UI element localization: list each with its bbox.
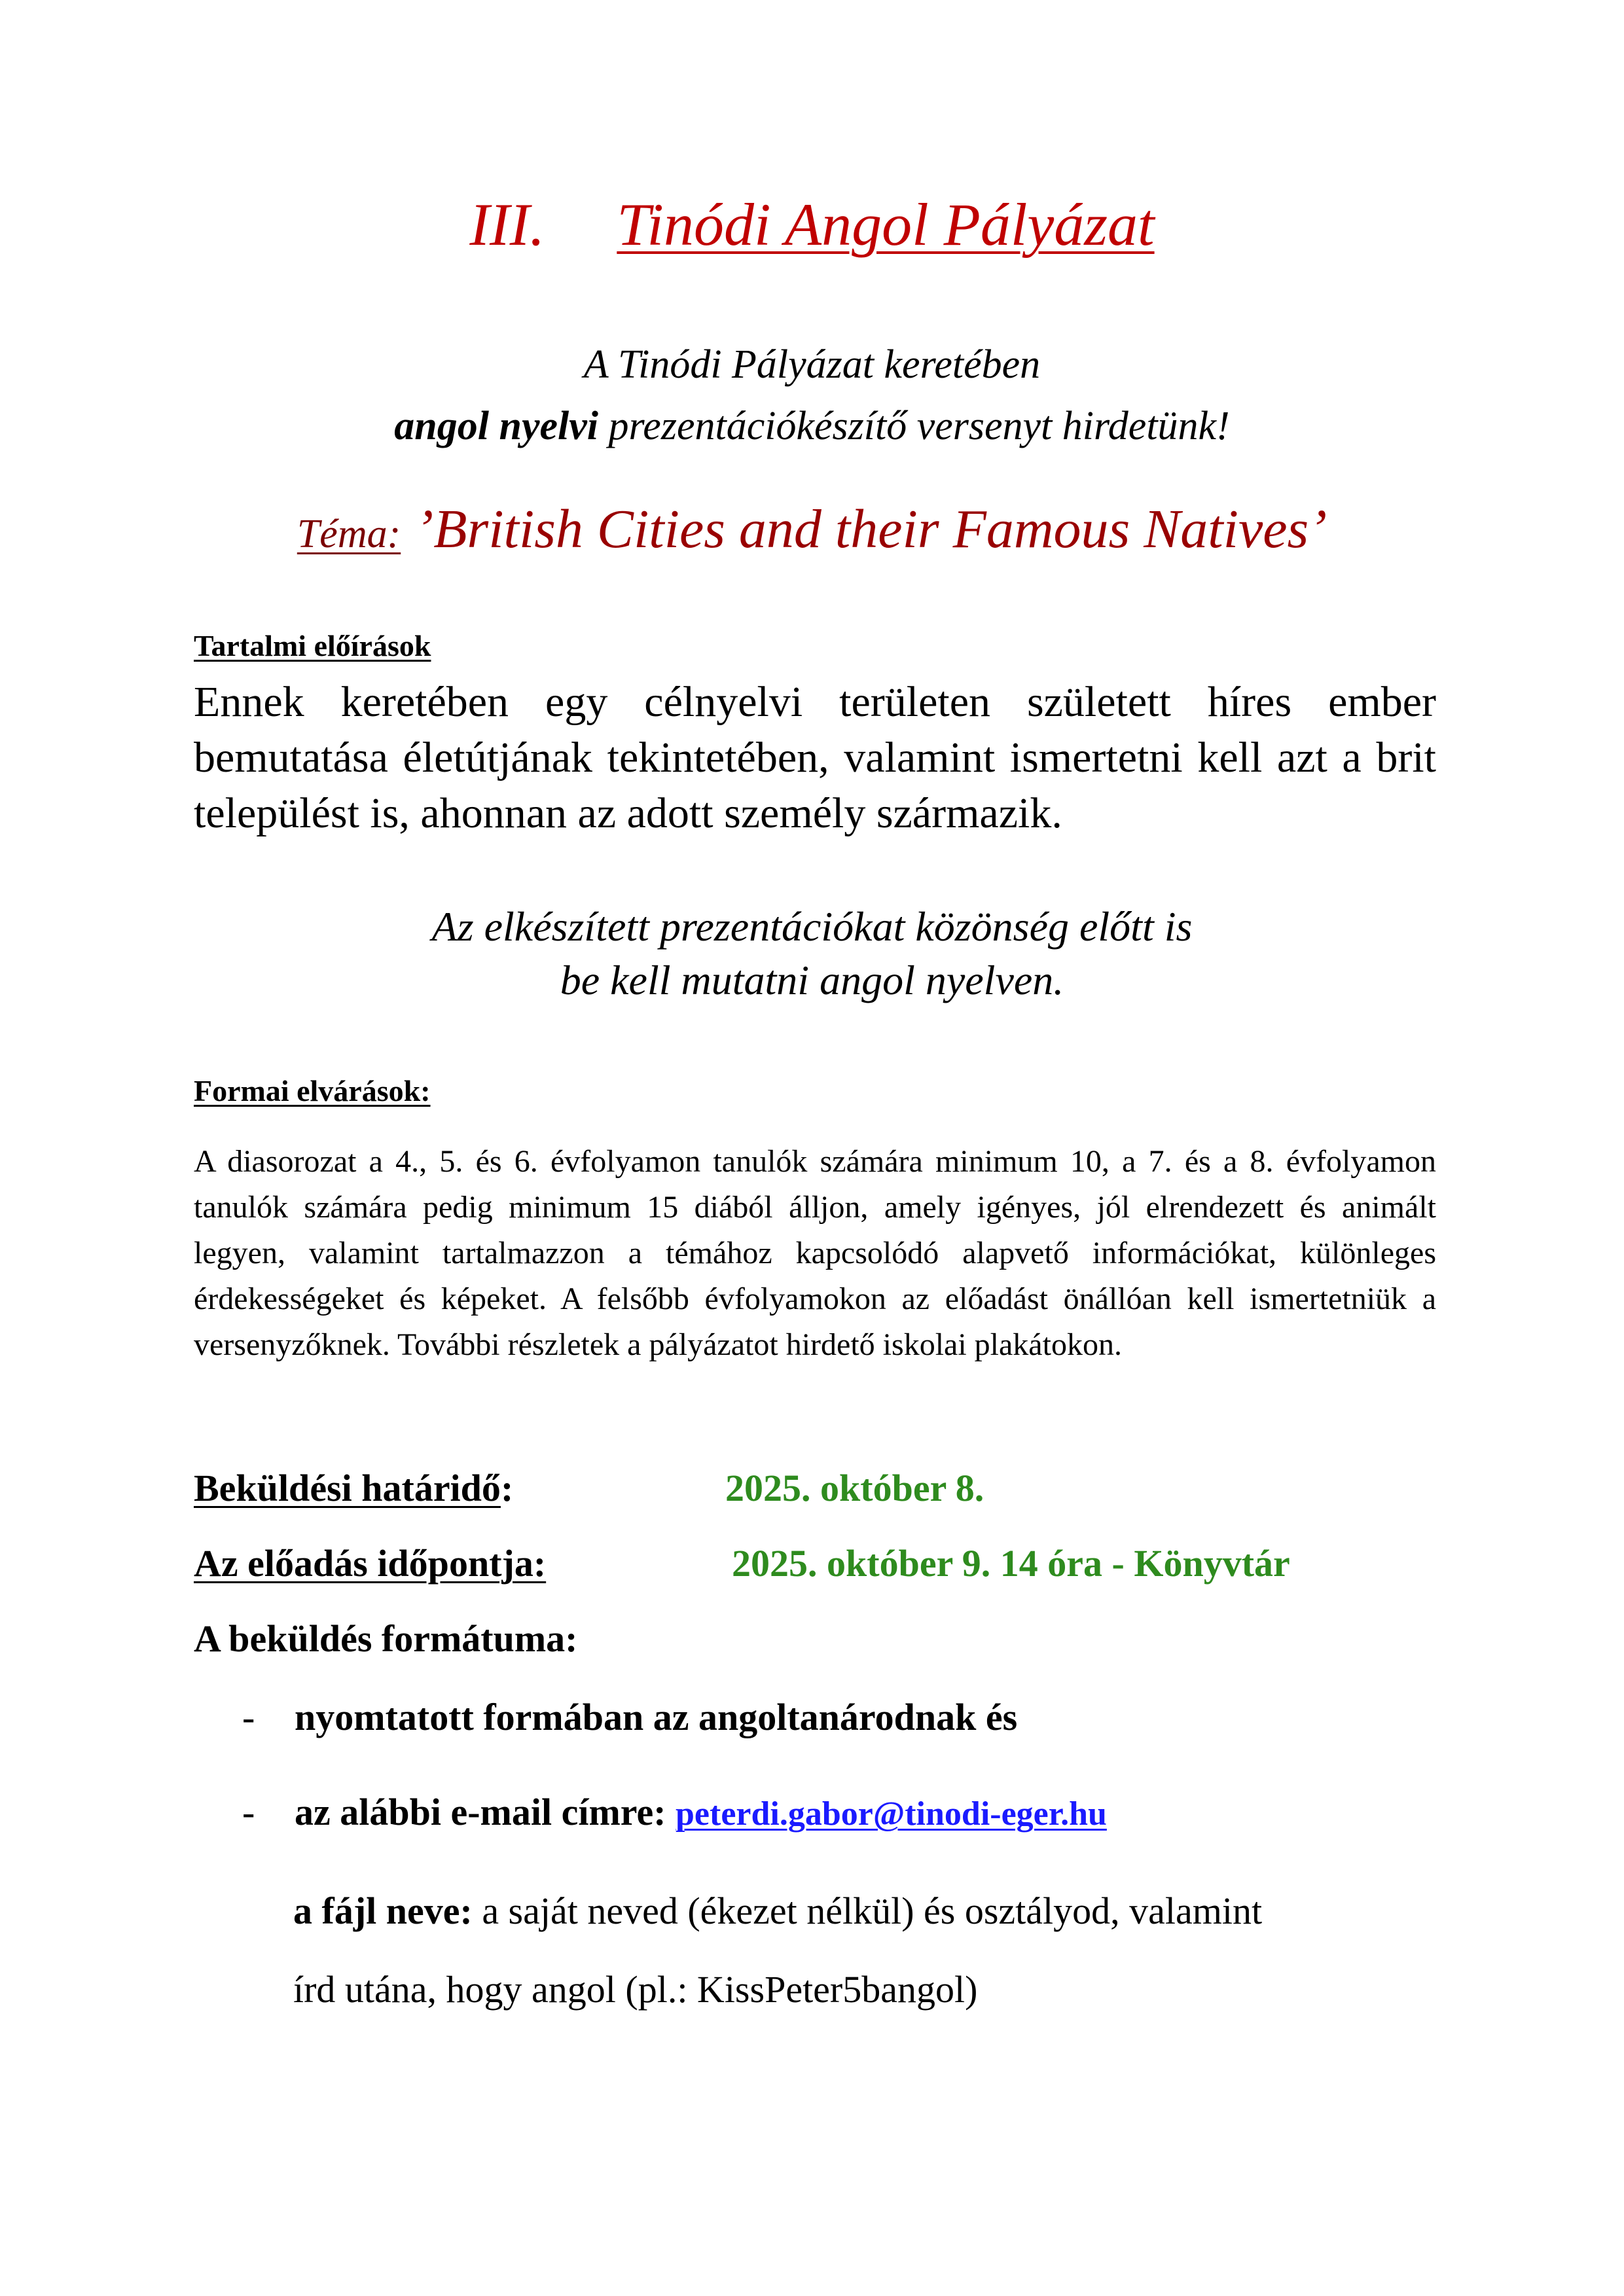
deadline-date: 2025. október 8. — [725, 1467, 984, 1509]
formal-body: A diasorozat a 4., 5. és 6. évfolyamon tanulók számára minimum 10, a 7. és a 8. évfolyamon tanulók számára pedig minimum 15 diából álljon, amely igényes, jól elrendezett és animált legyen, valamint tartalmazzon a témához kapcsolódó alapvető információkat, különleges érdekességeket és képeket. A felsőbb évfolyamokon az előadást önállóan kell ismertetniük a versenyzőknek. További részletek a pályázatot hirdető iskolai plakátokon. — [194, 1144, 1436, 1362]
filename-text-1: a saját neved (ékezet nélkül) és osztályod, valamint — [472, 1890, 1263, 1932]
email-link[interactable]: peterdi.gabor@tinodi-eger.hu — [676, 1795, 1107, 1833]
presentation-label: Az előadás időpontja: — [194, 1542, 547, 1585]
deadline-colon: : — [500, 1467, 514, 1509]
note-line-1: Az elkészített prezentációkat közönség előtt is — [431, 903, 1193, 950]
filename-label: a fájl neve: — [293, 1890, 473, 1932]
presentation-row — [194, 1541, 546, 1585]
title-name: Tinódi Angol Pályázat — [617, 191, 1155, 258]
filename-line-2: írd utána, hogy angol (pl.: KissPeter5bangol) — [293, 1968, 978, 2011]
intro-bold: angol nyelvi — [394, 404, 598, 448]
filename-line-1 — [293, 1872, 1445, 1950]
theme-label: Téma: — [297, 512, 401, 556]
bullet-dash: - — [242, 1791, 255, 1833]
content-body: Ennek keretében egy célnyelvi területen született híres ember bemutatása életútjának tekintetében, valamint ismertetni kell azt a brit települést is, ahonnan az adott személy származik. — [194, 678, 1436, 837]
deadline-label: Beküldési határidő — [194, 1467, 501, 1509]
submission-item-print — [242, 1695, 1017, 1739]
bullet-dash: - — [242, 1696, 255, 1738]
title-number: III. — [469, 191, 545, 258]
formal-heading: Formai elvárások: — [194, 1074, 431, 1107]
theme — [0, 497, 1624, 561]
theme-text: ’British Cities and their Famous Natives’ — [415, 499, 1327, 560]
submission-item-email — [242, 1790, 1107, 1834]
filename-instructions — [293, 1872, 1445, 2029]
deadline-row — [194, 1466, 513, 1510]
item-email-text: az alábbi e-mail címre: — [295, 1791, 666, 1833]
item-print-text: nyomtatott formában az angoltanárodnak és — [295, 1696, 1018, 1738]
presentation-note — [0, 900, 1624, 1007]
page-title — [0, 190, 1624, 259]
intro-line-1: A Tinódi Pályázat keretében — [583, 342, 1041, 387]
note-line-2: be kell mutatni angol nyelven. — [560, 957, 1064, 1003]
intro-line-2 — [0, 395, 1624, 457]
presentation-date: 2025. október 9. 14 óra - Könyvtár — [732, 1542, 1290, 1585]
content-heading: Tartalmi előírások — [194, 629, 431, 662]
submission-heading: A beküldés formátuma: — [194, 1617, 578, 1660]
intro-rest: prezentációkészítő versenyt hirdetünk! — [598, 404, 1230, 448]
intro — [0, 334, 1624, 457]
